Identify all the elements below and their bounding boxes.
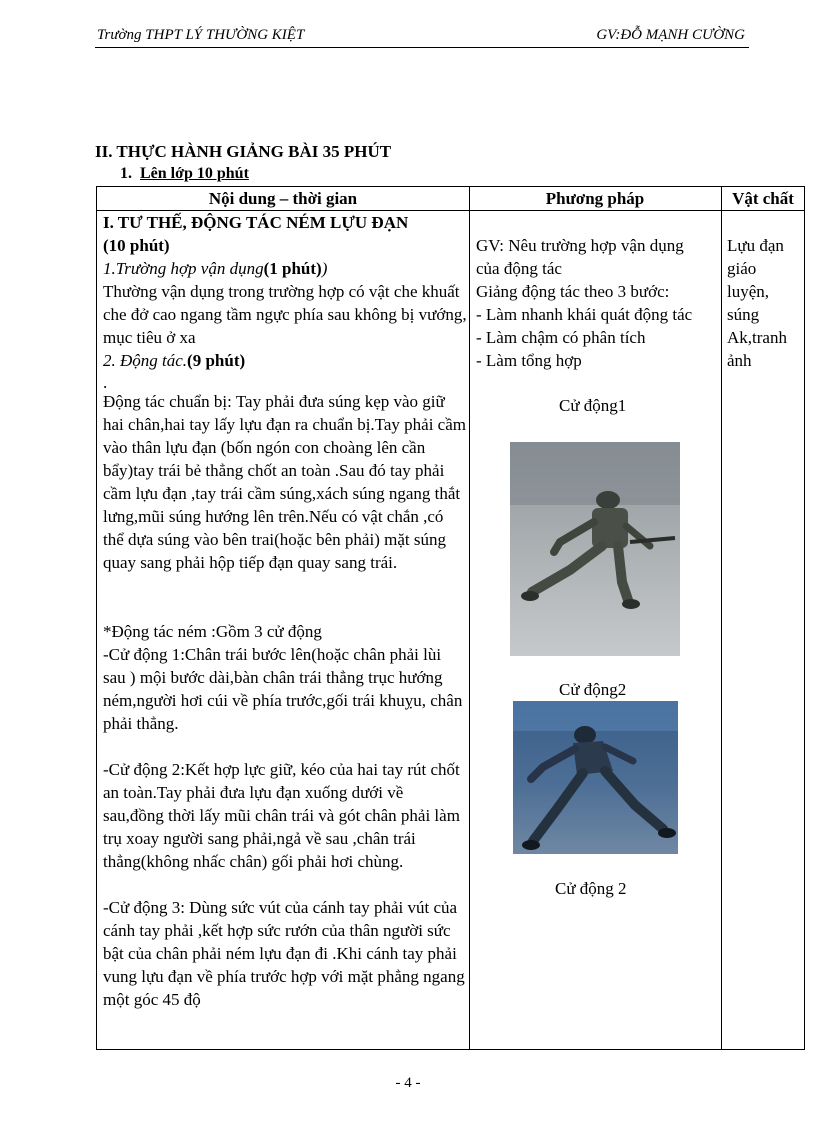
school-name: Trường THPT LÝ THƯỜNG KIỆT xyxy=(97,27,305,43)
materials-column xyxy=(727,234,801,372)
section-title: II. THỰC HÀNH GIẢNG BÀI 35 PHÚT xyxy=(95,142,392,161)
lesson-table xyxy=(96,186,805,1050)
method-line: - Làm nhanh khái quát động tác xyxy=(476,305,693,324)
subsection-title xyxy=(120,165,249,183)
step-1: -Cử động 1:Chân trái bước lên(hoặc chân phải lùi sau ) mội bước dài,bàn chân trái thẳng trục hướng ném,người hơi cúi về phía trước,gối trái khuỵu, chân phải thẳng. xyxy=(103,645,463,733)
method-line: - Làm tổng hợp xyxy=(476,351,582,370)
materials-line: Ak,tranh xyxy=(727,328,787,347)
method-line: - Làm chậm có phân tích xyxy=(476,328,646,347)
method-line: của động tác xyxy=(476,259,562,278)
materials-line: súng xyxy=(727,305,760,324)
case-text: Thường vận dụng trong trường hợp có vật che khuất che đở cao ngang tầm ngực phía sau không bị vướng, mục tiêu ở xa xyxy=(103,282,467,347)
throw-heading: *Động tác ném :Gồm 3 cử động xyxy=(103,622,322,641)
column-divider xyxy=(469,187,470,1049)
photo-step-2 xyxy=(513,701,678,854)
header-content: Nội dung – thời gian xyxy=(208,189,358,208)
method-column xyxy=(476,234,726,372)
prep-text: Động tác chuẩn bị: Tay phải đưa súng kẹp vào giữ hai chân,hai tay lấy lựu đạn ra chuẩn bị.Tay phải cầm vào thân lựu đạn (bốn ngón con choàng lên cần bẩy)tay trái bẻ thẳng chốt an toàn .Sau đó tay phải cầm lựu đạn ,tay trái cầm súng,xách súng ngang thắt lưng,mũi súng hướng lên trên.Nếu có vật chắn ,có thể dựa súng vào bên trai(hoặc bên phải) mặt súng quay sang phải hộp tiếp đạn quay sang trái. xyxy=(103,392,466,572)
header-materials: Vật chất xyxy=(732,189,794,208)
caption-step-1: Cử động1 xyxy=(559,396,627,415)
method-line: GV: Nêu trường hợp vận dụng xyxy=(476,236,684,255)
lesson-time: (10 phút) xyxy=(103,236,170,255)
case-heading: 1.Trường hợp vận dụng(1 phút)) xyxy=(103,259,328,278)
step-2: -Cử động 2:Kết hợp lực giữ, kéo của hai tay rút chốt an toàn.Tay phải đưa lựu đạn xuống dưới về sau,đồng thời lấy mũi chân trái và gót chân phải làm trụ xoay người sang phải,ngả về sau ,chân trái thẳng(không nhấc chân) gối phải hơi chùng. xyxy=(103,760,460,871)
dot-line: . xyxy=(103,373,108,392)
materials-line: ảnh xyxy=(727,351,752,370)
method-line: Giảng động tác theo 3 bước: xyxy=(476,282,670,301)
materials-line: giáo xyxy=(727,259,757,278)
header-method: Phương pháp xyxy=(545,189,645,208)
materials-line: luyện, xyxy=(727,282,770,301)
content-column xyxy=(103,211,467,1011)
photo-step-1 xyxy=(510,442,680,656)
caption-step-2: Cử động2 xyxy=(559,680,627,699)
subsection-label: Lên lớp 10 phút xyxy=(140,165,249,182)
caption-step-3: Cử động 2 xyxy=(555,879,627,898)
materials-line: Lựu đạn xyxy=(727,236,784,255)
teacher-name: GV:ĐỖ MẠNH CƯỜNG xyxy=(596,27,745,43)
action-heading: 2. Động tác.(9 phút) xyxy=(103,351,246,370)
lesson-title: I. TƯ THẾ, ĐỘNG TÁC NÉM LỰU ĐẠN xyxy=(103,213,409,232)
page-header xyxy=(95,27,749,48)
step-3: -Cử động 3: Dùng sức vút của cánh tay phải vút của cánh tay phải ,kết hợp sức rướn của thân người sức bật của chân phải ném lựu đạn đi .Khi cánh tay phải vung lựu đạn về phía trước hợp với mặt phẳng ngang một góc 45 độ xyxy=(103,898,465,1009)
page-number: - 4 - xyxy=(395,1075,421,1091)
subsection-number: 1. xyxy=(120,165,132,182)
